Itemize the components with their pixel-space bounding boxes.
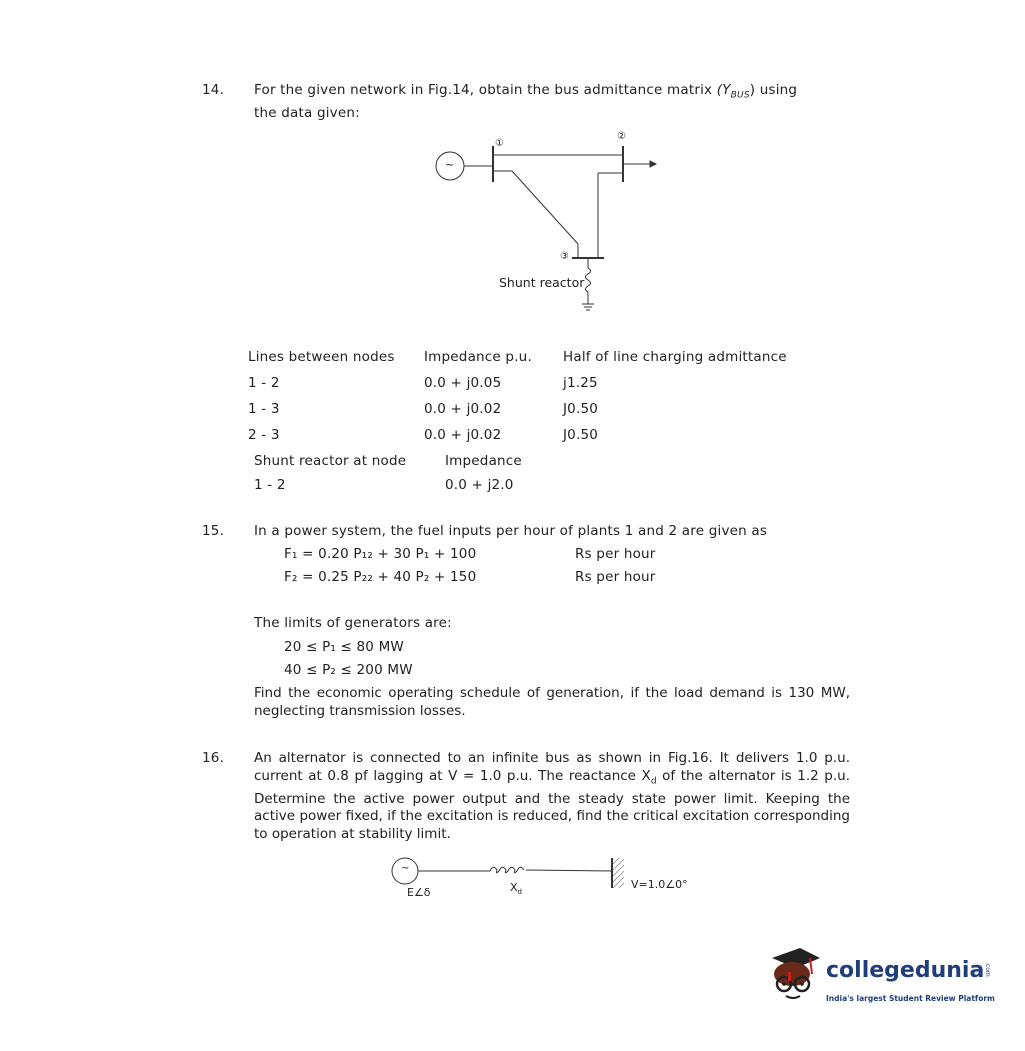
shunt-table-header-impedance: Impedance [445, 453, 522, 469]
bus-2-label: ② [617, 131, 626, 142]
question-16-text-a: An alternator is connected to an infinite bus as shown in Fig.16. It delivers 1.0 p.u. current at 0.8 pf lagging at V = 1.0 p.u. The reactance X [254, 750, 850, 784]
alternator-emf-label: E∠δ [407, 886, 431, 899]
table-cell: 0.0 + j0.05 [424, 375, 502, 391]
question-14-number: 14. [202, 82, 225, 98]
question-16-sub: d [650, 776, 657, 787]
table-cell: 0.0 + j0.02 [424, 427, 502, 443]
collegedunia-tagline: India's largest Student Review Platform [826, 994, 995, 1003]
table-cell: 1 - 2 [248, 375, 280, 391]
shunt-table-cell: 0.0 + j2.0 [445, 477, 514, 493]
question-15-number: 15. [202, 523, 225, 539]
question-14-text: For the given network in Fig.14, obtain the bus admittance matrix [254, 82, 713, 98]
reactance-sub: d [517, 888, 522, 897]
collegedunia-brand: collegedunia [826, 958, 985, 983]
limits-title: The limits of generators are: [254, 615, 452, 631]
collegedunia-com: .com [984, 962, 991, 977]
reactance-coil [490, 867, 524, 873]
table-cell: J0.50 [563, 427, 599, 443]
table-cell: 2 - 3 [248, 427, 280, 443]
table-header-impedance: Impedance p.u. [424, 349, 532, 365]
bus-1-label: ① [495, 138, 504, 149]
infinite-bus-hatch [613, 858, 624, 888]
table-cell: 1 - 3 [248, 401, 280, 417]
generator-symbol: ~ [445, 158, 455, 171]
fuel-unit-1: Rs per hour [575, 546, 656, 562]
table-cell: J0.50 [563, 401, 599, 417]
table-cell: 0.0 + j0.02 [424, 401, 502, 417]
bus-3-label: ③ [560, 251, 569, 262]
reactance-label [510, 881, 522, 896]
alternator-symbol: ~ [401, 863, 410, 874]
table-header-admittance: Half of line charging admittance [563, 349, 787, 365]
ybus-sub: BUS [730, 90, 750, 101]
question-16-number: 16. [202, 750, 225, 766]
question-15-task: Find the economic operating schedule of generation, if the load demand is 130 MW, neglecting transmission losses. [254, 685, 850, 719]
shunt-table-cell: 1 - 2 [254, 477, 286, 493]
ybus-y: (Y [716, 82, 731, 98]
fuel-unit-2: Rs per hour [575, 569, 656, 585]
fuel-equation-2: F₂ = 0.25 P₂₂ + 40 P₂ + 150 [284, 569, 477, 585]
limit-1: 20 ≤ P₁ ≤ 80 MW [284, 639, 404, 655]
question-14-using: ) using [749, 82, 798, 98]
collegedunia-logo-icon [766, 944, 822, 1002]
reactance-x: X [510, 881, 518, 894]
table-header-lines: Lines between nodes [248, 349, 395, 365]
fuel-equation-1: F₁ = 0.20 P₁₂ + 30 P₁ + 100 [284, 546, 477, 562]
question-16-text-b: of the alternator is 1.2 p.u. Determine the active power output and the steady state power limit. Keeping the active power fixed, if the excitation is reduced, find the critical excitation corresponding to operation at stability limit. [254, 767, 851, 842]
limit-2: 40 ≤ P₂ ≤ 200 MW [284, 662, 413, 678]
question-15-intro: In a power system, the fuel inputs per hour of plants 1 and 2 are given as [254, 523, 768, 539]
table-cell: j1.25 [563, 375, 598, 391]
infinite-bus-voltage-label: V=1.0∠0° [631, 878, 688, 891]
shunt-table-header-node: Shunt reactor at node [254, 453, 407, 469]
question-14-line2: the data given: [254, 105, 360, 121]
shunt-reactor-label: Shunt reactor [499, 275, 585, 290]
